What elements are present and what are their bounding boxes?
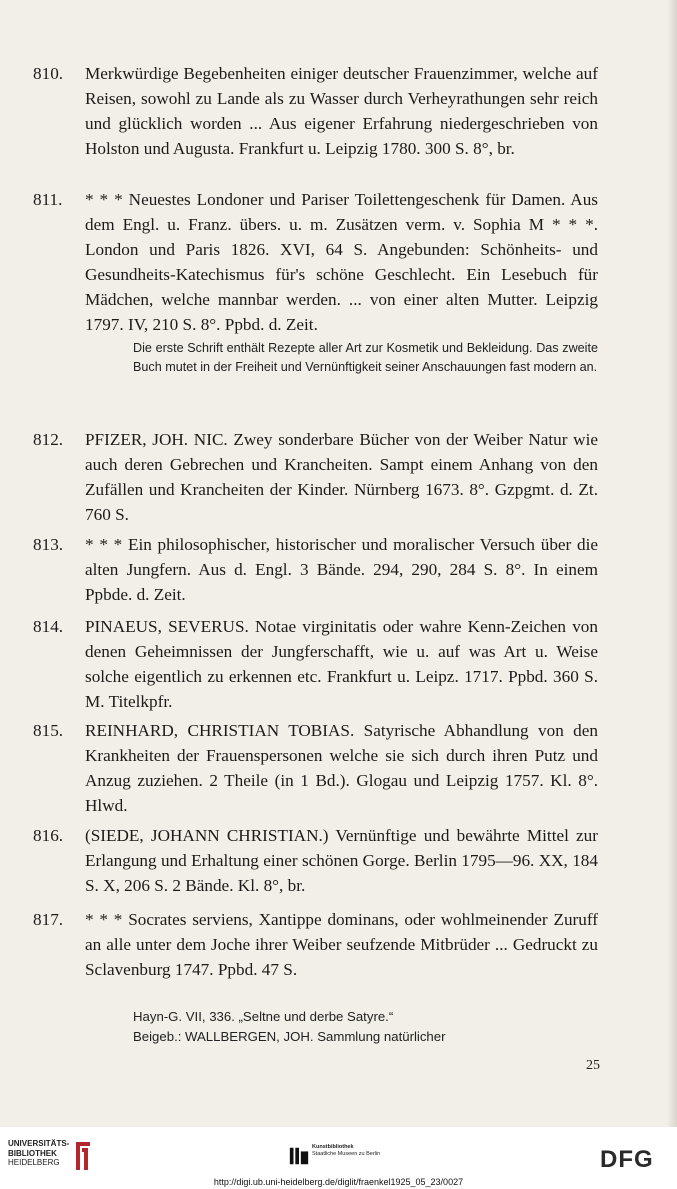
entry-number: 817. bbox=[33, 910, 64, 929]
entry-number: 816. bbox=[33, 826, 64, 845]
entry-text: (SIEDE, JOHANN CHRISTIAN.) Vernünftige und bewährte Mittel zur Erlangung und Erhaltung einer schönen Gorge. Berlin 1795—96. XX, 184 S. X, 206 S. 2 Bände. Kl. 8°, br. bbox=[85, 826, 598, 895]
entry-number: 812. bbox=[33, 430, 64, 449]
entry-810 bbox=[33, 61, 598, 161]
entry-813 bbox=[33, 532, 598, 607]
entry-note: Hayn-G. VII, 336. „Seltne und derbe Satyre.“ bbox=[133, 1009, 394, 1024]
kb-line-1: Kunstbibliothek bbox=[312, 1144, 354, 1150]
entry-number: 811. bbox=[33, 190, 63, 209]
entry-text: REINHARD, CHRISTIAN TOBIAS. Satyrische Abhandlung von den Krankheiten der Frauenspersonen welche sie sich durch ihren Putz und Anzug zuziehen. 2 Theile (in 1 Bd.). Glogau und Leipzig 1757. Kl. 8°. Hlwd. bbox=[85, 721, 598, 815]
entry-number: 814. bbox=[33, 617, 64, 636]
entry-text: PINAEUS, SEVERUS. Notae virginitatis oder wahre Kenn-Zeichen von denen Geheimnissen der Jungferschafft, wie u. auf was Art u. Weise solche eigentlich zu erkennen etc. Frankfurt u. Leipz. 1717. Ppbd. 360 S. M. Titelkpfr. bbox=[85, 617, 598, 711]
page-number: 25 bbox=[586, 1058, 600, 1073]
kunstbibliothek-label bbox=[312, 1144, 380, 1158]
logo-line-2: BIBLIOTHEK bbox=[8, 1148, 57, 1158]
entry-note-continued: Beigeb.: WALLBERGEN, JOH. Sammlung natürlicher bbox=[133, 1029, 446, 1044]
kb-line-2: Staatliche Museen zu Berlin bbox=[312, 1151, 381, 1157]
entry-text: * * * Socrates serviens, Xantippe dominans, oder wohlmeinender Zuruff an alle unter dem Joche ihrer Weiber seufzende Mitbrüder ... Gedruckt zu Sclavenburg 1747. Ppbd. 47 S. bbox=[85, 910, 598, 979]
page-edge-shadow bbox=[667, 0, 677, 1127]
entry-817 bbox=[33, 907, 598, 982]
entry-text: PFIZER, JOH. NIC. Zwey sonderbare Bücher von der Weiber Natur wie auch deren Gebrechen und Krancheiten. Sampt einem Anhang von den Zufällen und Krancheiten der Kinder. Nürnberg 1673. 8°. Gzpgmt. d. Zt. 760 S. bbox=[85, 430, 598, 524]
library-mark-icon bbox=[72, 1140, 94, 1172]
dfg-logo: DFG bbox=[600, 1146, 654, 1173]
entry-note: Die erste Schrift enthält Rezepte aller Art zur Kosmetik und Bekleidung. Das zweite Buch mutet in der Freiheit und Vernünftigkeit seiner Anschauungen fast modern an. bbox=[133, 341, 598, 374]
entry-text: * * * Neuestes Londoner und Pariser Toilettengeschenk für Damen. Aus dem Engl. u. Franz. übers. u. m. Zusätzen verm. v. Sophia M * * *. London und Paris 1826. XVI, 64 S. Angebunden: Schönheits- und Gesundheits-Katechismus für's schöne Geschlecht. Ein Lesebuch für Mädchen, welche mannbar werden. ... von einer alten Mutter. Leipzig 1797. IV, 210 S. 8°. Ppbd. d. Zeit. bbox=[85, 190, 598, 334]
entry-816 bbox=[33, 823, 598, 898]
logo-line-1: UNIVERSITÄTS- bbox=[8, 1139, 70, 1148]
kunstbibliothek-logo-icon bbox=[288, 1145, 310, 1167]
entry-number: 810. bbox=[33, 64, 64, 83]
permalink-url[interactable]: http://digi.ub.uni-heidelberg.de/diglit/fraenkel1925_05_23/0027 bbox=[213, 1177, 464, 1187]
entry-815 bbox=[33, 718, 598, 818]
entry-number: 815. bbox=[33, 721, 64, 740]
entry-text: * * * Ein philosophischer, historischer und moralischer Versuch über die alten Jungfern. Aus d. Engl. 3 Bände. 294, 290, 284 S. 8°. In einem Ppbde. d. Zeit. bbox=[85, 535, 598, 604]
entry-number: 813. bbox=[33, 535, 64, 554]
entry-text: Merkwürdige Begebenheiten einiger deutscher Frauenzimmer, welche auf Reisen, sowohl zu Lande als zu Wasser durch Verheyrathungen sehr reich und glücklich worden ... Aus eigener Erfahrung niedergeschrieben von Holston und Augusta. Frankfurt u. Leipzig 1780. 300 S. 8°, br. bbox=[85, 64, 598, 158]
logo-line-3: HEIDELBERG bbox=[8, 1158, 60, 1167]
entry-811 bbox=[33, 187, 598, 377]
entry-812 bbox=[33, 427, 598, 527]
entry-814 bbox=[33, 614, 598, 714]
